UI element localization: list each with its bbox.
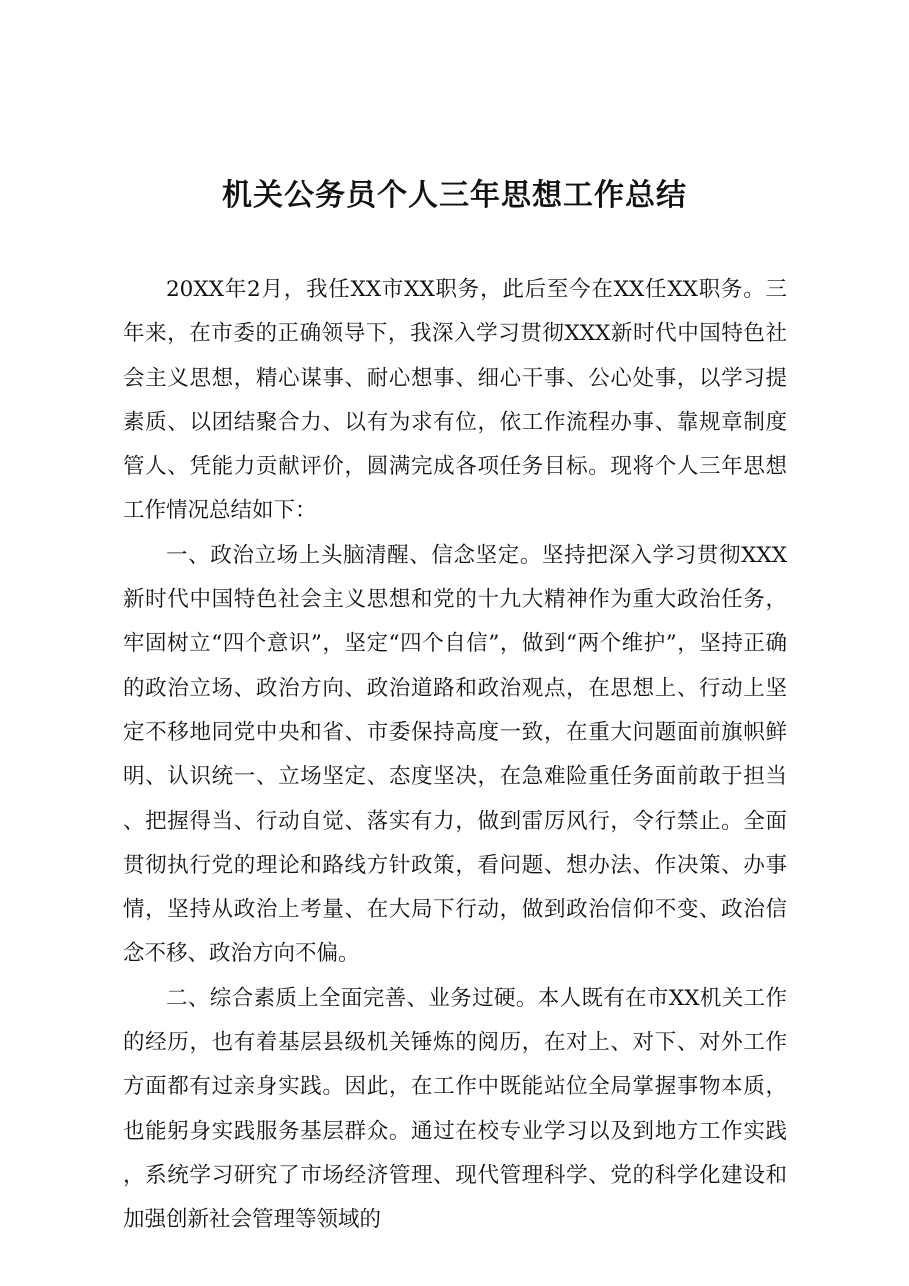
paragraph-comprehensive-quality: 二、综合素质上全面完善、业务过硬。本人既有在市XX机关工作的经历，也有着基层县级机关锤炼的阅历，在对上、对下、对外工作方面都有过亲身实践。因此，在工作中既能站位全局掌握事物本质，也能躬身实践服务基层群众。通过在校专业学习以及到地方工作实践，系统学习研究了市场经济管理、现代管理科学、党的科学化建设和加强创新社会管理等领域的 [123, 985, 787, 1233]
paragraph-political-stance: 一、政治立场上头脑清醒、信念坚定。坚持把深入学习贯彻XXX新时代中国特色社会主义思想和党的十九大精神作为重大政治任务，牢固树立“四个意识”，坚定“四个自信”，做到“两个维护”，坚持正确的政治立场、政治方向、政治道路和政治观点，在思想上、行动上坚定不移地同党中央和省、市委保持高度一致，在重大问题面前旗帜鲜明、认识统一、立场坚定、态度坚决，在急难险重任务面前敢于担当、把握得当、行动自觉、落实有力，做到雷厉风行，令行禁止。全面贯彻执行党的理论和路线方针政策，看问题、想办法、作决策、办事情，坚持从政治上考量、在大局下行动，做到政治信仰不变、政治信念不移、政治方向不偏。 [123, 542, 787, 967]
document-body [123, 268, 787, 1243]
document-title: 机关公务员个人三年思想工作总结 [222, 178, 687, 213]
paragraph-intro: 20XX年2月，我任XX市XX职务，此后至今在XX任XX职务。三年来，在市委的正确领导下，我深入学习贯彻XXX新时代中国特色社会主义思想，精心谋事、耐心想事、细心干事、公心处事，以学习提素质、以团结聚合力、以有为求有位，依工作流程办事、靠规章制度管人、凭能力贡献评价，圆满完成各项任务目标。现将个人三年思想工作情况总结如下： [123, 277, 787, 524]
